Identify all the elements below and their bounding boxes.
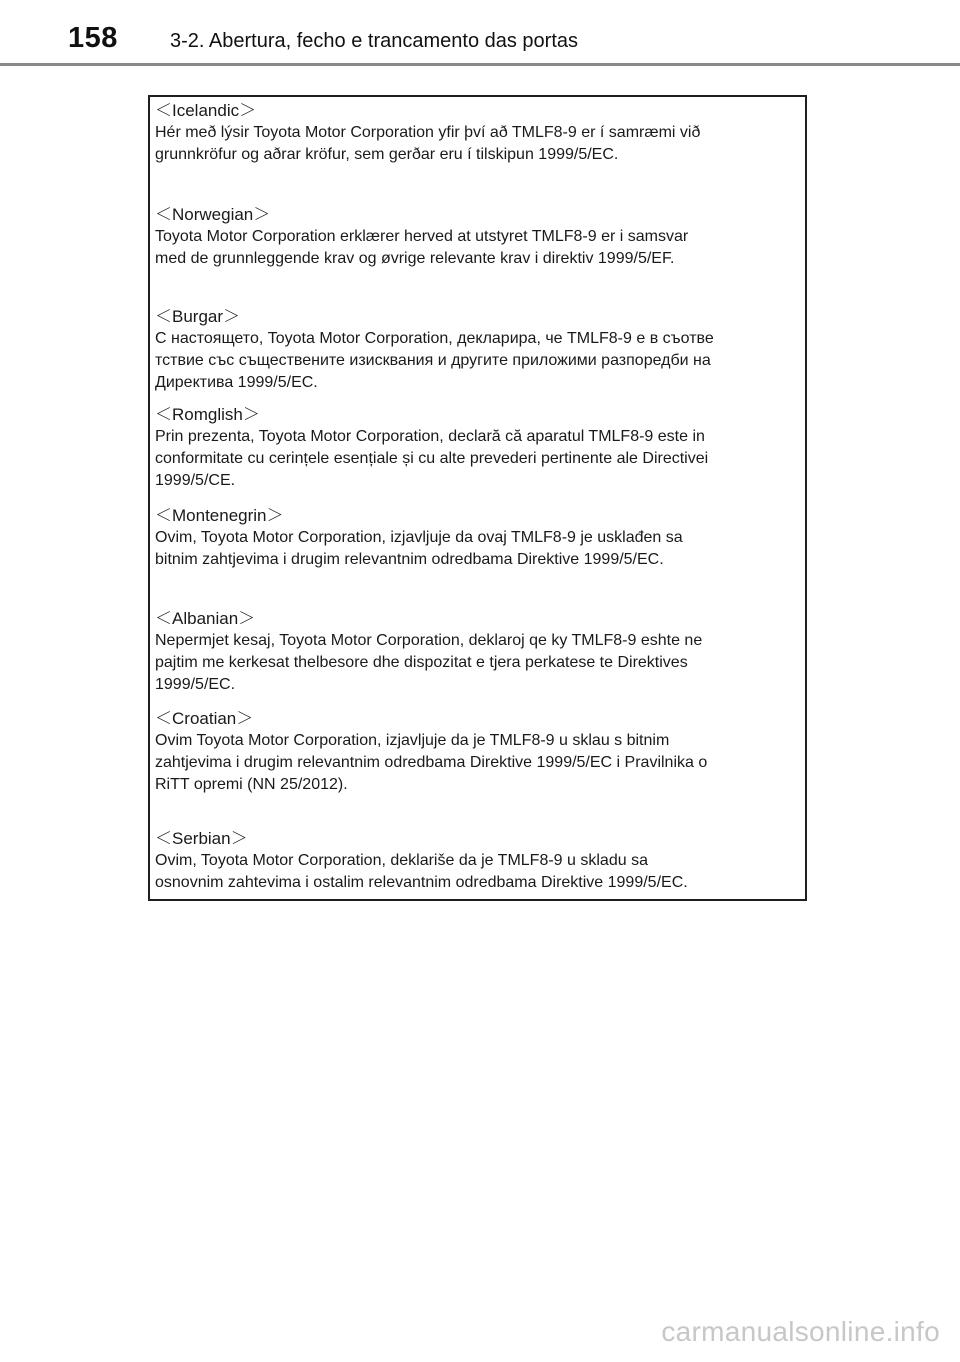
language-label: ＜Icelandic＞ xyxy=(155,101,257,120)
text-line: Ovim Toyota Motor Corporation, izjavljuje da je TMLF8-9 u sklau s bitnim xyxy=(155,732,670,749)
text-line: bitnim zahtjevima i drugim relevantnim odredbama Direktive 1999/5/EC. xyxy=(155,551,664,568)
language-label: ＜Montenegrin＞ xyxy=(155,506,284,525)
text-line: Prin prezenta, Toyota Motor Corporation, declară că aparatul TMLF8-9 este in xyxy=(155,428,705,445)
text-line: Nepermjet kesaj, Toyota Motor Corporation, deklaroj qe ky TMLF8-9 eshte ne xyxy=(155,632,703,649)
text-line: osnovnim zahtevima i ostalim relevantnim odredbama Direktive 1999/5/EC. xyxy=(155,874,688,891)
language-label: ＜Romglish＞ xyxy=(155,405,260,424)
declaration-text xyxy=(155,122,801,166)
entry-albanian xyxy=(155,608,801,696)
text-line: Toyota Motor Corporation erklærer herved at utstyret TMLF8-9 er i samsvar xyxy=(155,228,689,245)
entry-norwegian xyxy=(155,204,801,270)
language-label: ＜Burgar＞ xyxy=(155,307,241,326)
entry-romglish xyxy=(155,404,801,492)
text-line: Hér með lýsir Toyota Motor Corporation yfir því að TMLF8-9 er í samræmi við xyxy=(155,124,701,141)
page-header xyxy=(0,0,960,66)
header-divider xyxy=(0,63,960,66)
declaration-box xyxy=(148,95,807,901)
watermark: carmanualsonline.info xyxy=(661,1316,940,1347)
declaration-text xyxy=(155,527,801,571)
declaration-text xyxy=(155,226,801,270)
text-line: тствие със съществените изисквания и другите приложими разпоредби на xyxy=(155,352,711,369)
text-line: 1999/5/CE. xyxy=(155,472,236,489)
language-label: ＜Albanian＞ xyxy=(155,609,256,628)
text-line: zahtjevima i drugim relevantnim odredbama Direktive 1999/5/EC i Pravilnika o xyxy=(155,754,708,771)
text-line: Ovim, Toyota Motor Corporation, deklariše da je TMLF8-9 u skladu sa xyxy=(155,852,648,869)
text-line: Директива 1999/5/EC. xyxy=(155,374,318,391)
declaration-text xyxy=(155,850,801,894)
text-line: pajtim me kerkesat thelbesore dhe dispozitat e tjera perkatese te Direktives xyxy=(155,654,688,671)
entry-montenegrin xyxy=(155,505,801,571)
text-line: Ovim, Toyota Motor Corporation, izjavljuje da ovaj TMLF8-9 je usklađen sa xyxy=(155,529,683,546)
text-line: conformitate cu cerințele esențiale și cu alte prevederi pertinente ale Directivei xyxy=(155,450,709,467)
text-line: grunnkröfur og aðrar kröfur, sem gerðar eru í tilskipun 1999/5/EC. xyxy=(155,146,619,163)
text-line: 1999/5/EC. xyxy=(155,676,236,693)
section-title: 3-2. Abertura, fecho e trancamento das portas xyxy=(170,30,579,52)
declaration-text xyxy=(155,328,801,394)
text-line: С настоящето, Toyota Motor Corporation, декларира, че TMLF8-9 е в съотве xyxy=(155,330,714,347)
entry-serbian xyxy=(155,828,801,894)
page-number: 158 xyxy=(68,22,118,54)
language-label: ＜Croatian＞ xyxy=(155,709,254,728)
language-label: ＜Serbian＞ xyxy=(155,829,248,848)
declaration-text xyxy=(155,630,801,696)
entry-burgar xyxy=(155,306,801,394)
declaration-text xyxy=(155,730,801,796)
entry-icelandic xyxy=(155,100,801,166)
entry-croatian xyxy=(155,708,801,796)
language-label: ＜Norwegian＞ xyxy=(155,205,271,224)
text-line: RiTT opremi (NN 25/2012). xyxy=(155,776,348,793)
declaration-text xyxy=(155,426,801,492)
text-line: med de grunnleggende krav og øvrige relevante krav i direktiv 1999/5/EF. xyxy=(155,250,675,267)
